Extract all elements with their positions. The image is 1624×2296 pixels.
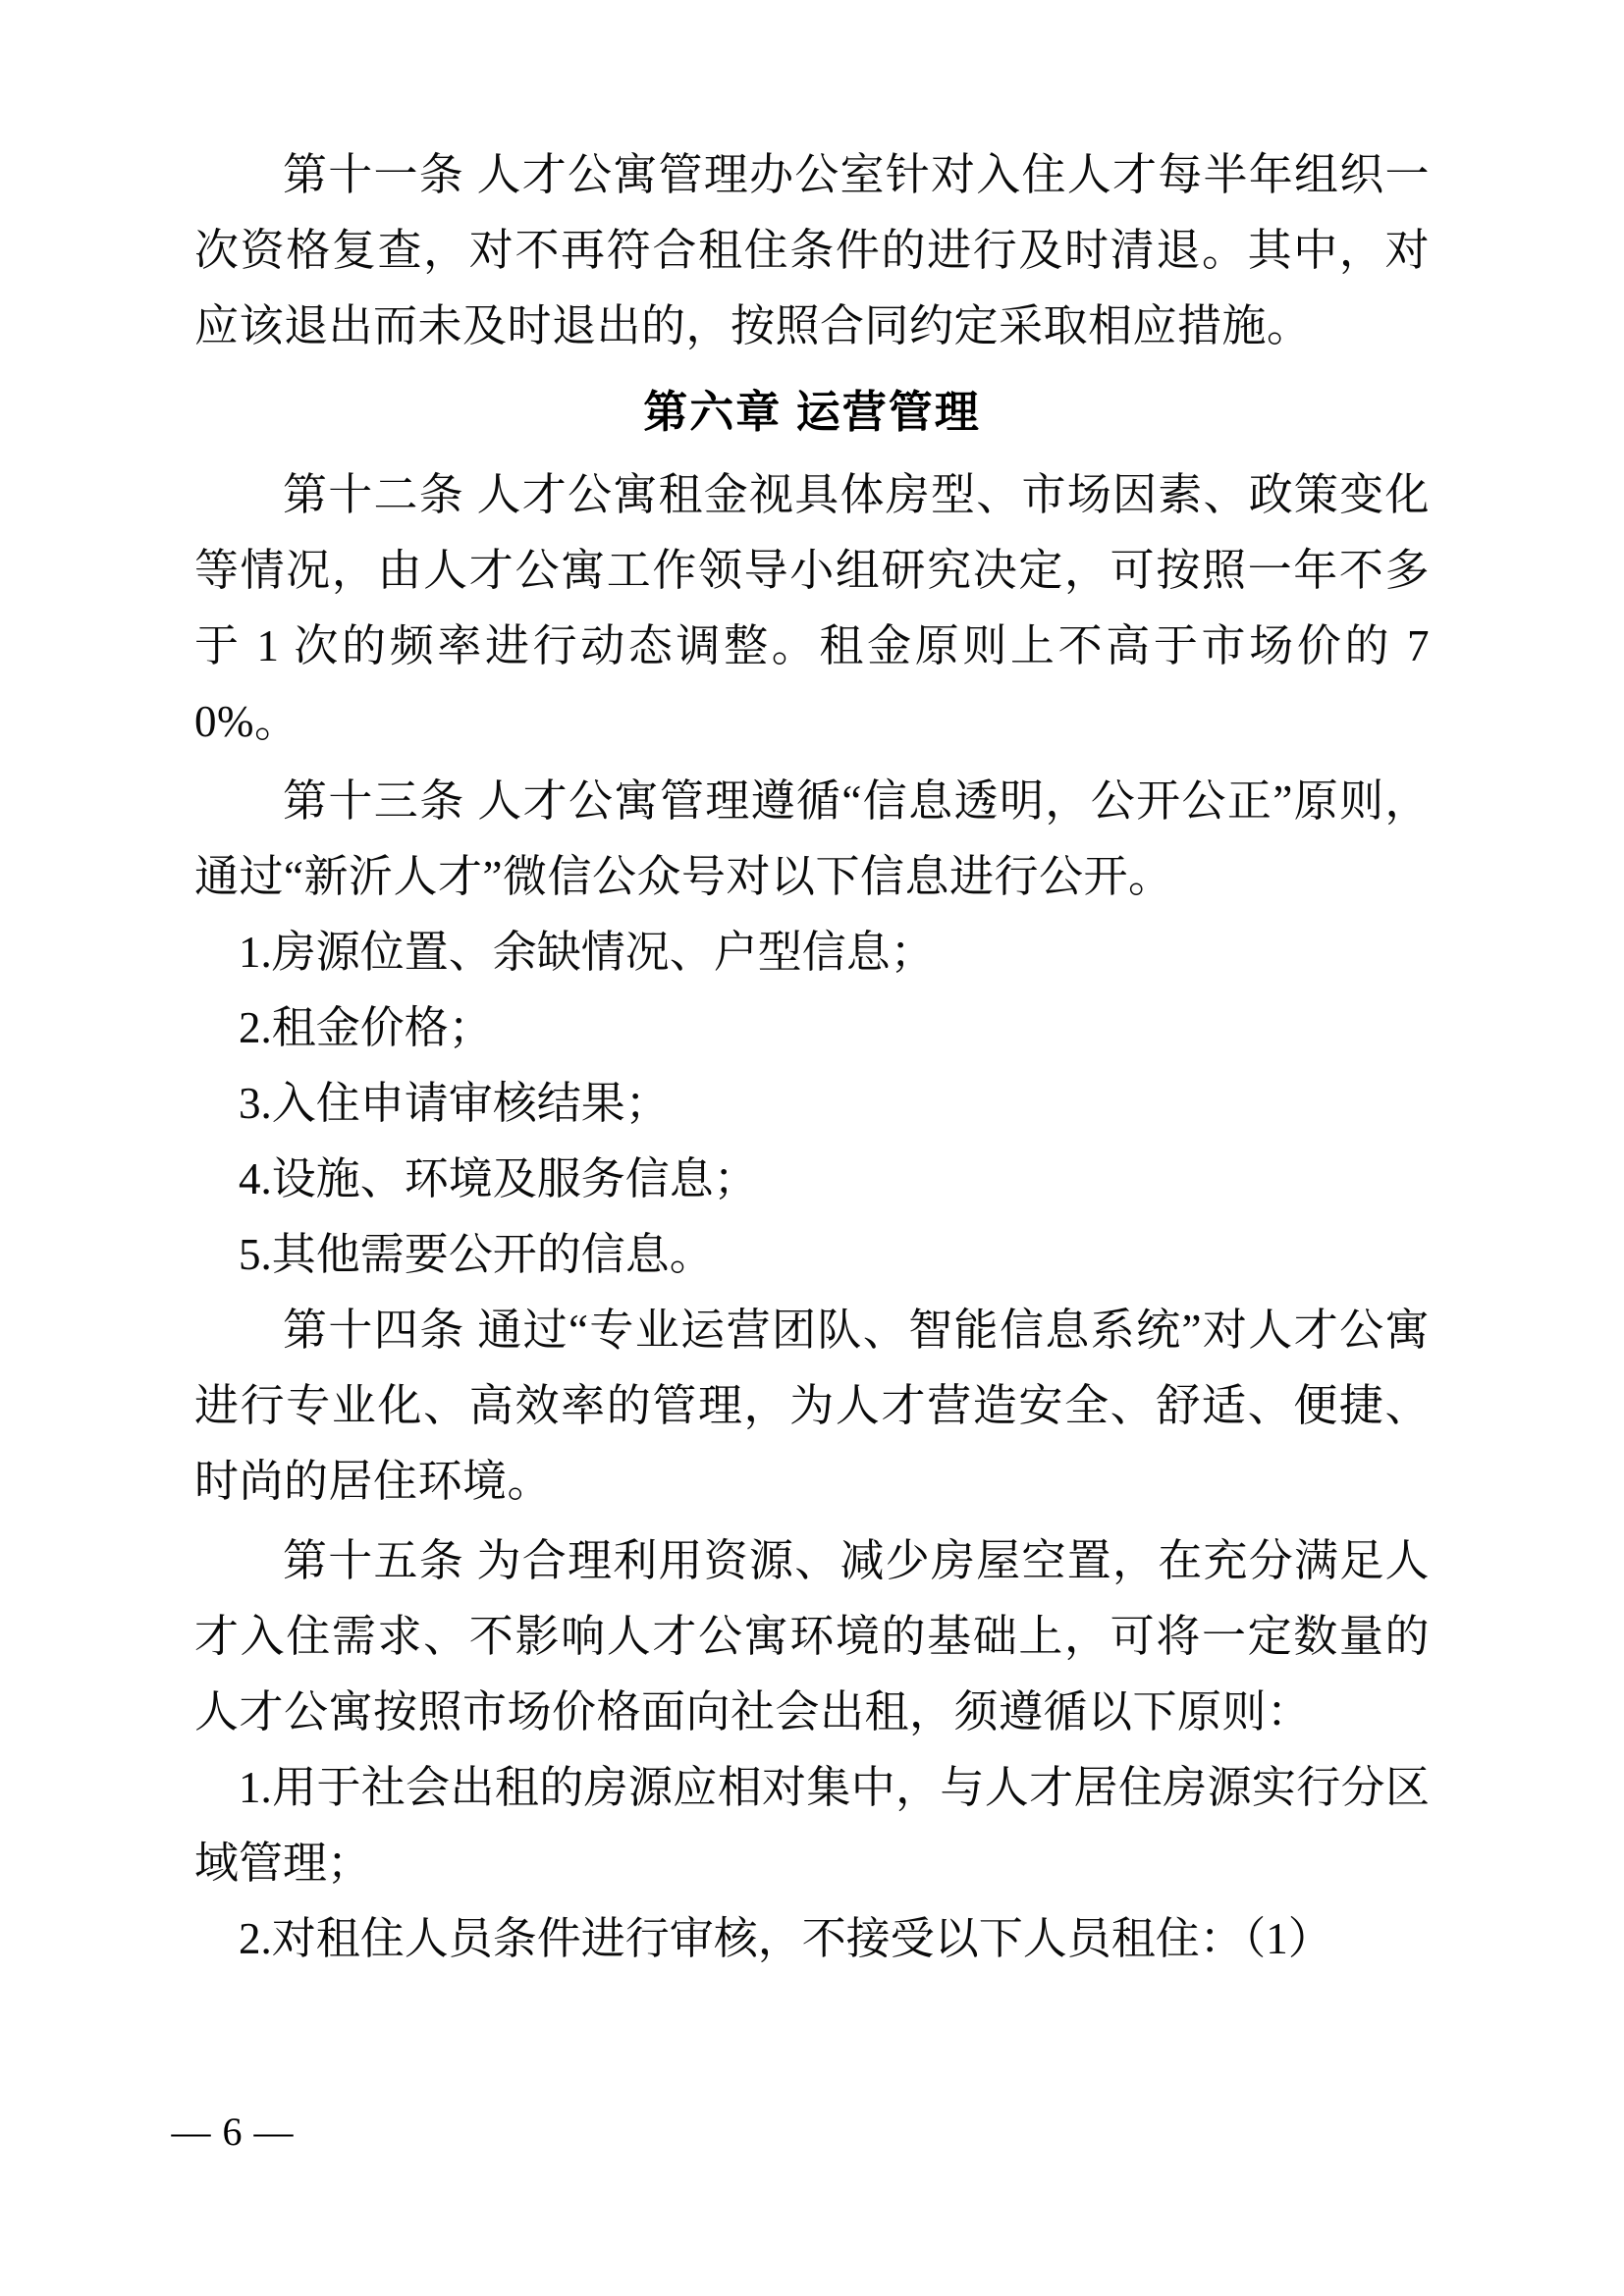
list-item: 2.对租住人员条件进行审核，不接受以下人员租住：（1） (239, 1914, 1332, 1963)
list-item: 1.房源位置、余缺情况、户型信息； (239, 928, 935, 977)
page-number: — 6 — (171, 2109, 295, 2154)
paragraph-article-11: 第十一条 人才公寓管理办公室针对入住人才每半年组织一次资格复查，对不再符合租住条件的进行及时清退。其中，对应该退出而未及时退出的，按照合同约定采取相应措施。 (194, 150, 1430, 350)
list-item: 1.用于社会出租的房源应相对集中，与人才居住房源实行分区域管理； (194, 1763, 1430, 1888)
list-item: 2.租金价格； (239, 1003, 493, 1052)
list-item: 3.入住申请审核结果； (239, 1079, 670, 1128)
list-item: 4.设施、环境及服务信息； (239, 1154, 758, 1203)
list-item: 5.其他需要公开的信息。 (239, 1230, 714, 1279)
paragraph-article-15: 第十五条 为合理利用资源、减少房屋空置，在充分满足人才入住需求、不影响人才公寓环境的基础上，可将一定数量的人才公寓按照市场价格面向社会出租，须遵循以下原则： (194, 1536, 1430, 1736)
paragraph-article-12: 第十二条 人才公寓租金视具体房型、市场因素、政策变化等情况，由人才公寓工作领导小组研究决定，可按照一年不多于 1 次的频率进行动态调整。租金原则上不高于市场价的 70%。 (194, 470, 1430, 746)
page-footer (0, 2109, 1624, 2155)
paragraph-article-13: 第十三条 人才公寓管理遵循“信息透明，公开公正”原则，通过“新沂人才”微信公众号对以下信息进行公开。 (194, 776, 1430, 901)
page-content (194, 137, 1430, 1977)
chapter-6-heading: 第六章 运营管理 (643, 387, 981, 437)
paragraph-article-14: 第十四条 通过“专业运营团队、智能信息系统”对人才公寓进行专业化、高效率的管理，为人才营造安全、舒适、便捷、时尚的居住环境。 (194, 1306, 1430, 1506)
